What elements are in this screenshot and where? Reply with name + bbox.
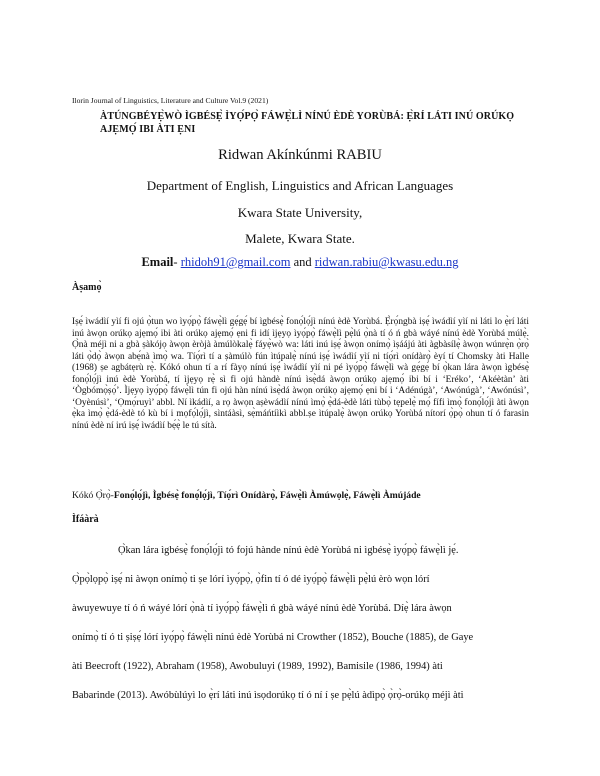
abstract-heading: Àṣamọ̀ — [72, 282, 102, 293]
email-separator: - — [173, 255, 181, 269]
abstract-text: Iṣẹ́ ìwádìí yìí fi ojú ọ̀tun wo ìyọ́pọ̀ fáwẹ̀lì gẹ́gẹ́ bí ìgbésẹ̀ fonọ́lọ́jì nínú èdè Yorùbá. Ẹ̀rọ́ngbà iṣẹ́ ìwádìí yìí ni láti lo ẹ̀rí láti inú àwọn orúkọ ajẹmọ́ ibi àti orúkọ ajẹmọ́ ẹni fi idí ìjẹyọ ìyọ́pọ̀ fáwẹ̀lì pẹ̀lú ọ̀nà tí ó ń gbà wáyé nínú èdè Yorùbá múlẹ̀. Ọ̀nà méjì ni a gbà ṣàkójọ àwọn èròjà àmúlòkalẹ̀ fáyẹ̀wò wa: láti inú iṣẹ́ àwọn onímọ̀ ìṣáájú àti àgbàsílẹ̀ àwọn wúnrẹ̀n ọ̀rọ̀ láti ọ̀dọ̀ àwọn abẹ́nà ìmọ̀ wa. Tíọ́rì tí a ṣàmúlò fún ìtúpalẹ̀ nínú iṣẹ́ ìwádìí yìí ni tíọ́rì onídàrọ̀ èyí tí Chomsky àti Halle (1968) ṣe agbátẹrù rẹ̀. Kókó ohun tí a rí fàyọ nínú iṣẹ́ ìwádìí yìí ni pé ìyọ́pọ̀ fáwẹ̀lì wà gẹ́gẹ́ bí ọ̀kan lára àwọn ìgbésẹ̀ fonọ́lọ́jì inú èdè Yorùbá, tí ìjẹyọ rẹ̀ sì fi ojú hàndè nínú ìsẹ̀dá àwọn orúkọ ajẹmọ́ ibi bí i ‘Eréko’, ‘Akéètàn’ àti ‘Ògbómọ̀ṣọ́’. Ìjẹyọ ìyọ́pọ̀ fáwẹ̀lì tún fi ojú hàn nínú ìsẹ̀dá àwọn orúkọ ajẹmọ́ ẹni bí i ‘Adénúgà’, ‘Awónúgà’, ‘Awónúsì’, ‘Oyènúsì’, ‘Ọmọ́ruyì’ abbl. Ní ìkádìí, a rọ àwọn aṣèwádìí nínú ìmọ̀ ẹ̀dá-èdè láti tùbọ̀ tẹpelẹ̀ mọ́ fífi ìmọ̀ fonọ́lọ́jì àti àwọn ẹ̀ka ìmọ̀ ẹ̀dá-èdè tó kù bí i mọfọ́lọ́jì, sìntáàsì, sẹ̀máńtíìkì abbl.ṣe ìtúpalẹ̀ àwọn orúkọ Yorùbá nítorí ọ̀pọ̀ ohun tí ó farasin nínú èdè ní irú iṣẹ́ ìwádìí bẹ́ẹ̀ le tú sítà. — [72, 317, 529, 431]
affiliation-city: Malete, Kwara State. — [245, 231, 355, 246]
body-line: Ọ̀kan lára ìgbésẹ̀ fonọ́lọ́jì tó fojú hànde nínú èdè Yorùbá ni ìgbésẹ̀ ìyọ́pọ̀ fáwẹ̀lì jẹ́. — [118, 545, 459, 556]
journal-header: Ilorin Journal of Linguistics, Literature and Culture Vol.9 (2021) — [72, 96, 269, 105]
introduction-heading: Ìfáàrà — [72, 514, 99, 525]
body-line: Babarinde (2013). Awóbùlúyì lo ẹ̀rí láti inú ìsọdorúkọ tí ó ní í ṣe pẹ̀lú àdìpọ̀ ọ̀rọ̀-orúkọ méjì àti — [72, 690, 464, 701]
email-link-secondary[interactable]: ridwan.rabiu@kwasu.edu.ng — [314, 255, 459, 269]
affiliation-university: Kwara State University, — [237, 205, 363, 220]
author-name: Ridwan Akínkúnmi RABIU — [218, 147, 382, 163]
email-connector: and — [290, 255, 315, 269]
keywords-terms: Fonọ́lọ́jì, Ìgbésẹ̀ fonọ́lọ́jì, Tíọ́rì Onídàrọ̀, Fáwẹ̀lì Àmúwọlẹ̀, Fáwẹ̀lì Àmújáde — [113, 490, 421, 501]
email-label: Email — [141, 255, 174, 269]
keywords-label: Kókó Ọ̀rọ̀- — [72, 490, 114, 501]
affiliation-department: Department of English, Linguistics and African Languages — [146, 178, 454, 193]
email-line — [0, 255, 600, 270]
body-line: àti Beecroft (1922), Abraham (1958), Awobuluyi (1989, 1992), Bamisile (1986, 1994) àti — [72, 661, 443, 672]
body-line: àwuyewuye tí ó ń wáyé lórí ọ̀nà tí ìyọ́pọ̀ fáwẹ̀lì ń gbà wáyé nínú èdè Yorùbá. Díẹ̀ lára àwọn — [72, 603, 452, 614]
email-link-primary[interactable]: rhidoh91@gmail.com — [180, 255, 291, 269]
body-line: onímọ̀ tí ó ti ṣiṣẹ́ lórí ìyọ́pọ̀ fáwẹ̀lì nínú èdè Yorùbá ni Crowther (1852), Bouche (1885), de Gaye — [72, 632, 474, 643]
paper-title: ÀTÚNGBÉYẸ̀WÒ ÌGBÉSẸ̀ ÌYỌ́PỌ̀ FÁWẸ̀LÌ NÍNÚ ÈDÈ YORÙBÁ: Ẹ̀RÍ LÁTI INÚ ORÚKỌ AJẸMỌ́ IBI ÀTI ẸNI — [100, 111, 515, 135]
keywords-line — [72, 490, 532, 501]
body-line: Ọ̀pọ̀lọpọ̀ iṣẹ́ ni àwọn onímọ̀ ti ṣe lórí ìyọ́pọ̀, ọ̀fin tí ó dé ìyọ́pọ̀ fáwẹ̀lì pẹ̀lú èrò wọn lórí — [72, 574, 430, 585]
